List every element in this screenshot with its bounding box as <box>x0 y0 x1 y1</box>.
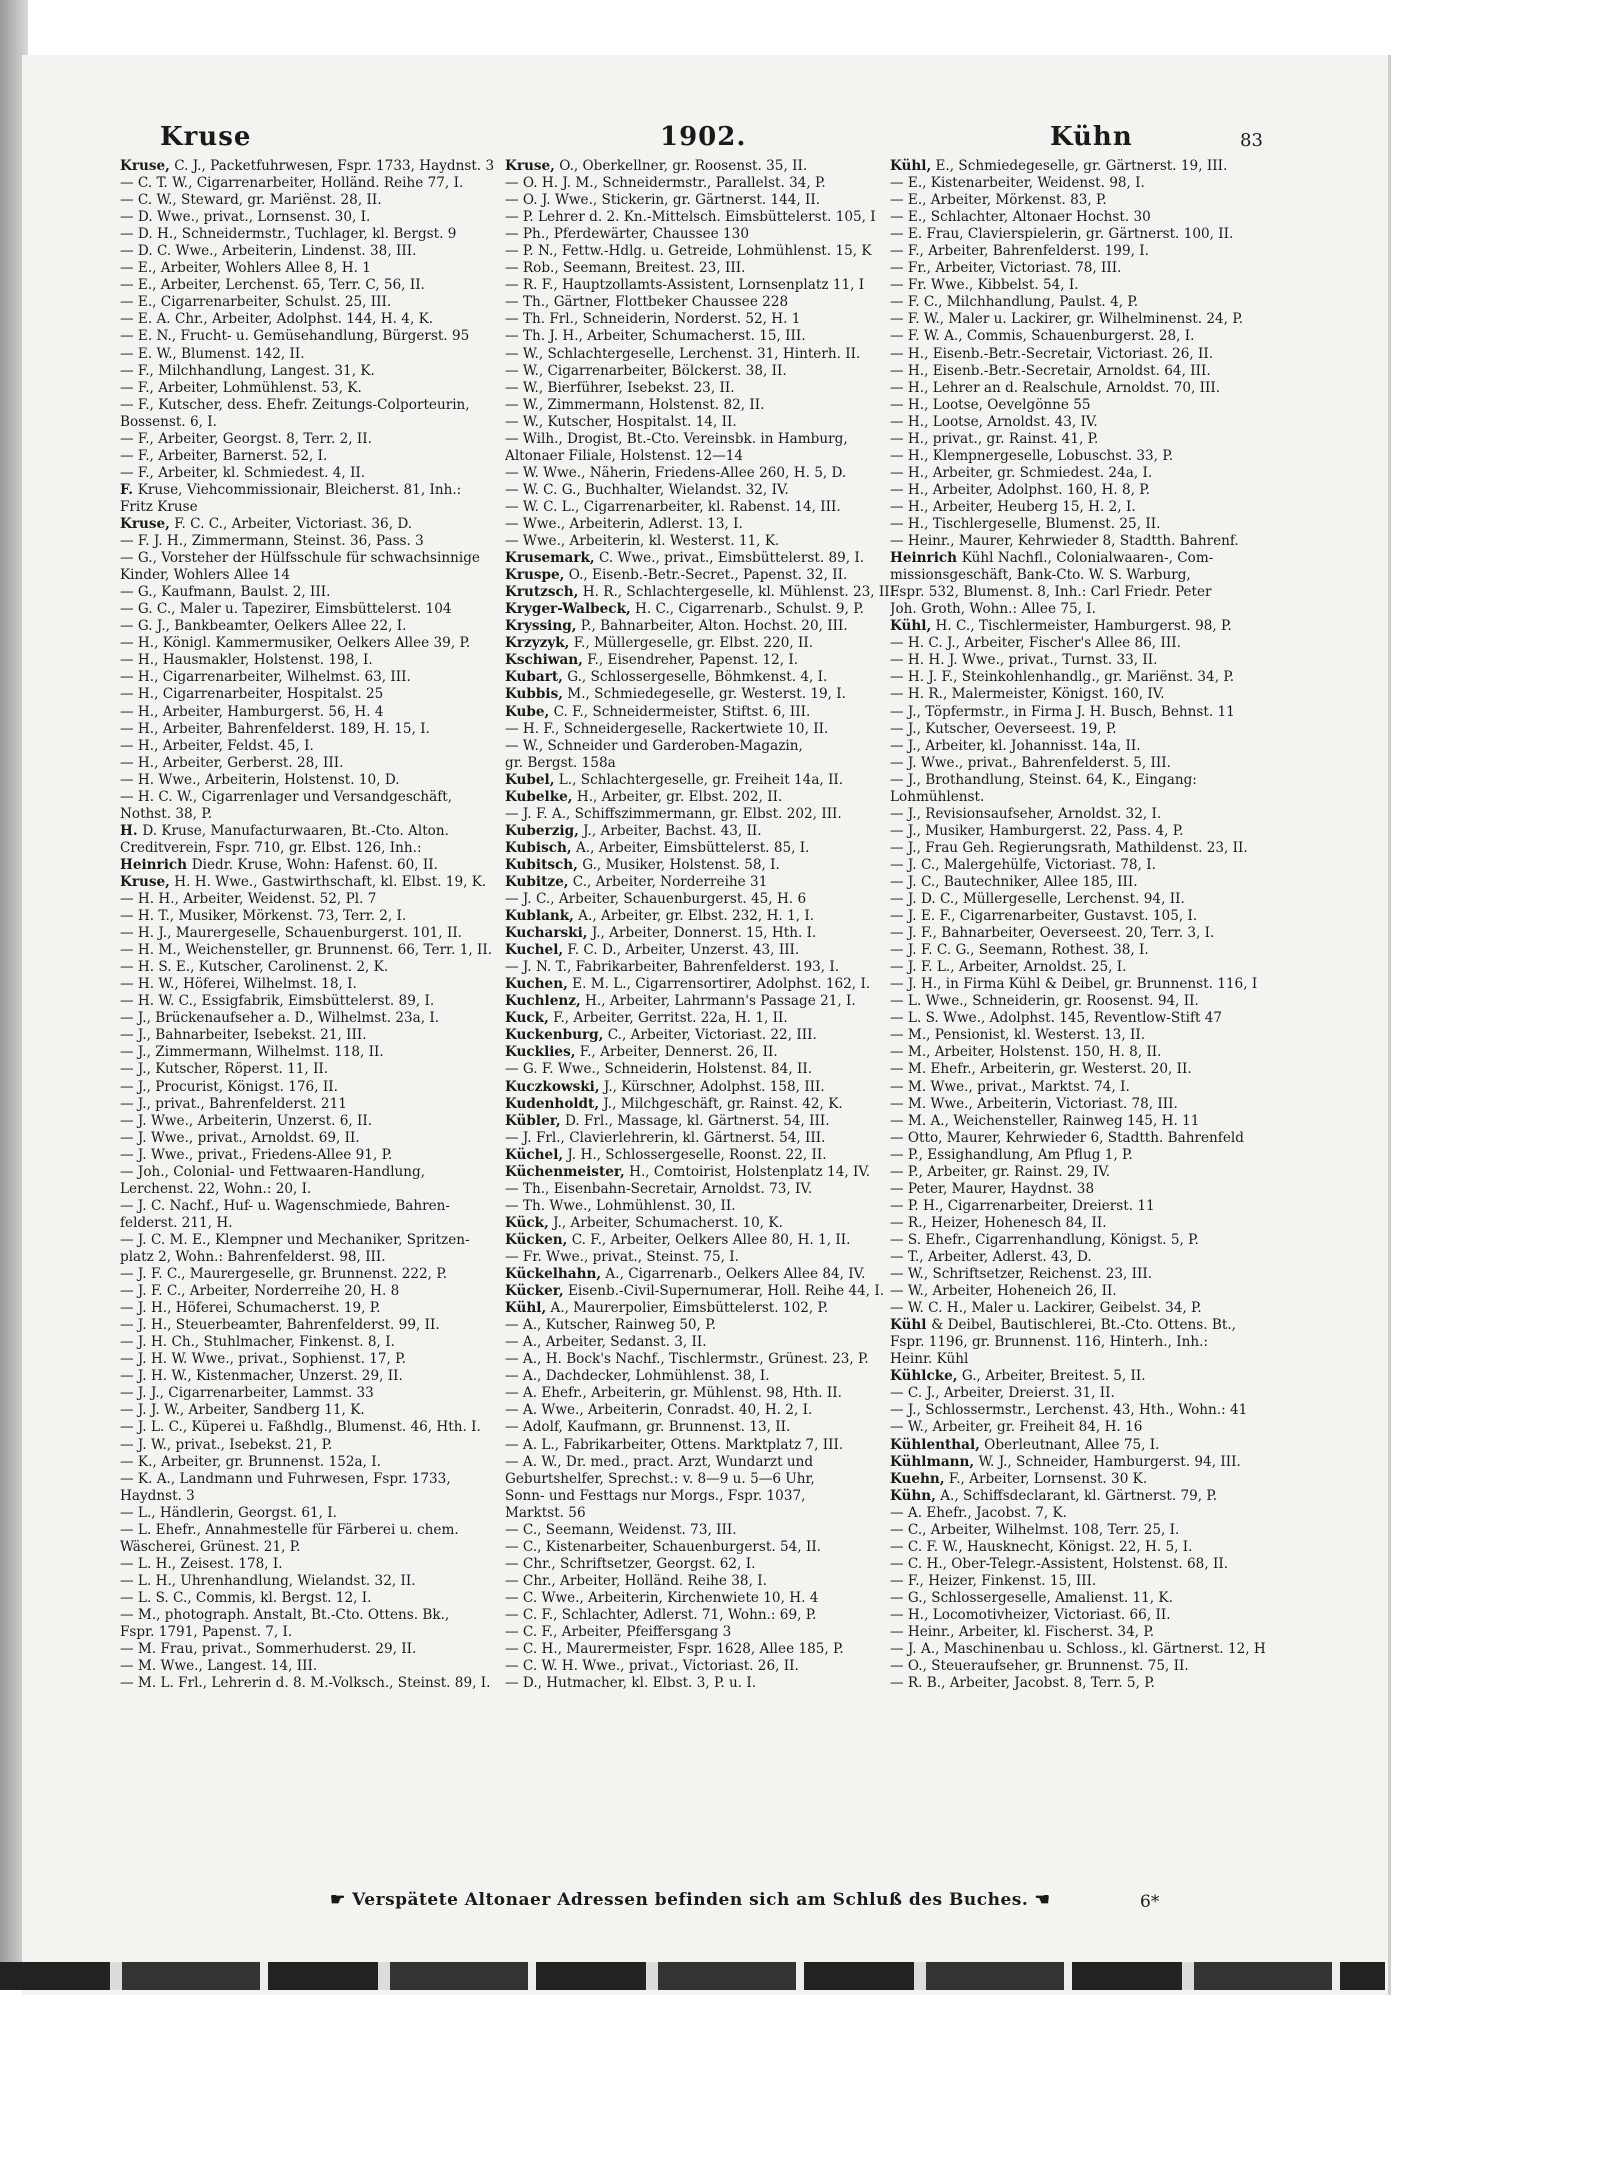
directory-entry-line: — H., Arbeiter, gr. Schmiedest. 24a, I. <box>890 464 1153 481</box>
directory-entry-line: Kühl, H. C., Tischlermeister, Hamburgerst. 98, P. <box>890 618 1232 635</box>
directory-entry-line: — F. W., Maler u. Lackirer, gr. Wilhelminenst. 24, P. <box>890 311 1244 328</box>
directory-entry-line: — C. F., Schlachter, Adlerst. 71, Wohn.: 69, P. <box>505 1606 817 1623</box>
directory-entry-line: Kubbis, M., Schmiedegeselle, gr. Westerst. 19, I. <box>505 686 846 703</box>
directory-entry-line: — L. H., Uhrenhandlung, Wielandst. 32, II. <box>120 1572 416 1589</box>
directory-entry-line: — Ph., Pferdewärter, Chaussee 130 <box>505 226 749 243</box>
directory-entry-line: — F., Heizer, Finkenst. 15, III. <box>890 1572 1097 1589</box>
directory-entry-line: — A., Kutscher, Rainweg 50, P. <box>505 1317 716 1334</box>
directory-entry-line: — S. Ehefr., Cigarrenhandlung, Königst. 5, P. <box>890 1231 1199 1248</box>
directory-entry-line: — H., Locomotivheizer, Victoriast. 66, II. <box>890 1606 1171 1623</box>
directory-entry-line: Marktst. 56 <box>505 1504 586 1521</box>
directory-entry-line: — R. F., Hauptzollamts-Assistent, Lornsenplatz 11, I <box>505 277 865 294</box>
directory-entry-line: Kühlmann, W. J., Schneider, Hamburgerst. 94, III. <box>890 1453 1241 1470</box>
directory-entry-line: — J., Arbeiter, kl. Johannisst. 14a, II. <box>890 737 1141 754</box>
directory-entry-line: — W., Schneider und Garderoben-Magazin, <box>505 737 803 754</box>
directory-entry-line: — P. N., Fettw.-Hdlg. u. Getreide, Lohmühlenst. 15, K <box>505 243 872 260</box>
directory-entry-line: — H., Arbeiter, Gerberst. 28, III. <box>120 754 344 771</box>
directory-entry-line: — J. H. W. Wwe., privat., Sophienst. 17, P. <box>120 1351 406 1368</box>
directory-entry-line: Kübler, D. Frl., Massage, kl. Gärtnerst. 54, III. <box>505 1112 830 1129</box>
directory-entry-line: Kück, J., Arbeiter, Schumacherst. 10, K. <box>505 1214 783 1231</box>
directory-entry-line: — H. W., Höferei, Wilhelmst. 18, I. <box>120 976 357 993</box>
directory-entry-line: — J. A., Maschinenbau u. Schloss., kl. Gärtnerst. 12, H <box>890 1641 1266 1658</box>
directory-entry-line: — J. Wwe., privat., Bahrenfelderst. 5, III. <box>890 754 1171 771</box>
directory-entry-line: — L. Ehefr., Annahmestelle für Färberei u. chem. <box>120 1521 459 1538</box>
directory-entry-line: — Fr. Wwe., privat., Steinst. 75, I. <box>505 1249 740 1265</box>
directory-entry-line: Kühlenthal, Oberleutnant, Allee 75, I. <box>890 1436 1160 1453</box>
directory-entry-line: — M. Frau, privat., Sommerhuderst. 29, II. <box>120 1641 417 1658</box>
directory-entry-line: Kucharski, J., Arbeiter, Donnerst. 15, Hth. I. <box>505 925 817 942</box>
directory-entry-line: — E., Cigarrenarbeiter, Schulst. 25, III. <box>120 294 392 311</box>
directory-entry-line: Kuczkowski, J., Kürschner, Adolphst. 158, III. <box>505 1078 825 1095</box>
directory-entry-line: — Fr. Wwe., Kibbelst. 54, I. <box>890 277 1079 294</box>
directory-column-right <box>890 158 1330 1692</box>
directory-entry-line: Krutzsch, H. R., Schlachtergeselle, kl. Mühlenst. 23, III. <box>505 584 900 601</box>
directory-entry-line: — J., Bahnarbeiter, Isebekst. 21, III. <box>120 1027 367 1044</box>
directory-entry-line: — H., privat., gr. Rainst. 41, P. <box>890 430 1099 447</box>
directory-entry-line: — T., Arbeiter, Adlerst. 43, D. <box>890 1249 1092 1265</box>
directory-entry-line: — Th. Frl., Schneiderin, Norderst. 52, H. 1 <box>505 311 801 328</box>
directory-entry-line: — W., Bierführer, Isebekst. 23, II. <box>505 379 735 396</box>
directory-entry-line: — J. C., Malergehülfe, Victoriast. 78, I. <box>890 856 1156 873</box>
directory-entry-line: — A., H. Bock's Nachf., Tischlermstr., Grünest. 23, P. <box>505 1351 869 1368</box>
directory-entry-line: Küchenmeister, H., Comtoirist, Holstenplatz 14, IV. <box>505 1163 871 1180</box>
directory-entry-line: — M. Wwe., Langest. 14, III. <box>120 1658 318 1675</box>
directory-entry-line: Heinrich Diedr. Kruse, Wohn: Hafenst. 60, II. <box>120 856 438 873</box>
directory-entry-line: — K., Arbeiter, gr. Brunnenst. 152a, I. <box>120 1453 381 1470</box>
directory-entry-line: — J., Procurist, Königst. 176, II. <box>120 1078 338 1095</box>
directory-entry-line: Fspr. 1791, Papenst. 7, I. <box>120 1624 293 1641</box>
directory-entry-line: — D. Wwe., privat., Lornsenst. 30, I. <box>120 209 371 226</box>
directory-entry-line: — H., Arbeiter, Heuberg 15, H. 2, I. <box>890 498 1136 515</box>
directory-entry-line: — J. C., Bautechniker, Allee 185, III. <box>890 873 1138 890</box>
directory-entry-line: Kuberzig, J., Arbeiter, Bachst. 43, II. <box>505 822 762 839</box>
directory-entry-line: — C. J., Arbeiter, Dreierst. 31, II. <box>890 1385 1115 1402</box>
directory-entry-line: — A. W., Dr. med., pract. Arzt, Wundarzt und <box>505 1453 814 1470</box>
directory-entry-line: Kryssing, P., Bahnarbeiter, Alton. Hochst. 20, III. <box>505 618 848 635</box>
running-head-right: Kühn <box>1050 122 1133 152</box>
directory-entry-line: — H. R., Malermeister, Königst. 160, IV. <box>890 686 1165 703</box>
directory-entry-line: — J. Wwe., Arbeiterin, Unzerst. 6, II. <box>120 1112 373 1129</box>
directory-entry-line: — J. E. F., Cigarrenarbeiter, Gustavst. 105, I. <box>890 908 1198 925</box>
directory-entry-line: — G. J., Bankbeamter, Oelkers Allee 22, I. <box>120 618 407 635</box>
directory-entry-line: — Chr., Schriftsetzer, Georgst. 62, I. <box>505 1555 756 1572</box>
directory-entry-line: Kubisch, A., Arbeiter, Eimsbüttelerst. 85, I. <box>505 839 810 856</box>
directory-entry-line: H. D. Kruse, Manufacturwaaren, Bt.-Cto. Alton. <box>120 822 449 839</box>
directory-entry-line: Kublank, A., Arbeiter, gr. Elbst. 232, H. 1, I. <box>505 908 815 925</box>
directory-entry-line: — G., Kaufmann, Baulst. 2, III. <box>120 584 331 601</box>
directory-entry-line: — J., Revisionsaufseher, Arnoldst. 32, I. <box>890 805 1162 822</box>
directory-entry-line: — M., photograph. Anstalt, Bt.-Cto. Ottens. Bk., <box>120 1606 450 1623</box>
directory-entry-line: — C., Kistenarbeiter, Schauenburgerst. 54, II. <box>505 1538 822 1555</box>
directory-entry-line: — Chr., Arbeiter, Holländ. Reihe 38, I. <box>505 1572 767 1589</box>
directory-entry-line: — Fr., Arbeiter, Victoriast. 78, III. <box>890 260 1122 277</box>
directory-entry-line: — G., Vorsteher der Hülfsschule für schwachsinnige <box>120 550 480 567</box>
directory-entry-line: — H. W. C., Essigfabrik, Eimsbüttelerst. 89, I. <box>120 993 435 1010</box>
directory-entry-line: — A., Dachdecker, Lohmühlenst. 38, I. <box>505 1368 770 1385</box>
directory-entry-line: Kruse, C. J., Packetfuhrwesen, Fspr. 1733, Haydnst. 3 <box>120 158 495 174</box>
directory-entry-line: — F. W. A., Commis, Schauenburgerst. 28, I. <box>890 328 1195 345</box>
directory-entry-line: Fspr. 1196, gr. Brunnenst. 116, Hinterh., Inh.: <box>890 1334 1209 1351</box>
directory-entry-line: — J. C., Arbeiter, Schauenburgerst. 45, H. 6 <box>505 891 807 908</box>
directory-entry-line: — J. C. Nachf., Huf- u. Wagenschmiede, Bahren- <box>120 1197 451 1214</box>
directory-entry-line: — W., Arbeiter, Hoheneich 26, II. <box>890 1283 1117 1300</box>
directory-entry-line: — D., Hutmacher, kl. Elbst. 3, P. u. I. <box>505 1675 757 1692</box>
directory-entry-line: gr. Bergst. 158a <box>505 754 616 771</box>
directory-entry-line: — H., Tischlergeselle, Blumenst. 25, II. <box>890 515 1161 532</box>
directory-entry-line: — H. C. J., Arbeiter, Fischer's Allee 86, III. <box>890 635 1181 652</box>
directory-entry-line: — F., Arbeiter, Bahrenfelderst. 199, I. <box>890 243 1149 260</box>
directory-entry-line: — H. S. E., Kutscher, Carolinenst. 2, K. <box>120 959 389 976</box>
directory-entry-line: — W., Schriftsetzer, Reichenst. 23, III. <box>890 1266 1153 1283</box>
directory-entry-line: — J. H. W., Kistenmacher, Unzerst. 29, II. <box>120 1368 403 1385</box>
signature-mark: 6* <box>1140 1892 1160 1912</box>
directory-entry-line: — H. J., Maurergeselle, Schauenburgerst. 101, II. <box>120 925 463 942</box>
directory-entry-line: — E. A. Chr., Arbeiter, Adolphst. 144, H. 4, K. <box>120 311 434 328</box>
directory-entry-line: — C., Seemann, Weidenst. 73, III. <box>505 1521 737 1538</box>
directory-entry-line: Kruse, H. H. Wwe., Gastwirthschaft, kl. Elbst. 19, K. <box>120 873 487 890</box>
directory-entry-line: — L. H., Zeisest. 178, I. <box>120 1555 283 1572</box>
directory-entry-line: — W. Wwe., Näherin, Friedens-Allee 260, H. 5, D. <box>505 464 847 481</box>
directory-entry-line: — W., Zimmermann, Holstenst. 82, II. <box>505 396 765 413</box>
directory-entry-line: Kühlcke, G., Arbeiter, Breitest. 5, II. <box>890 1368 1146 1385</box>
directory-entry-line: — O., Steueraufseher, gr. Brunnenst. 75, II. <box>890 1658 1189 1675</box>
directory-entry-line: — H. M., Weichensteller, gr. Brunnenst. 66, Terr. 1, II. <box>120 942 493 959</box>
directory-entry-line: — A. Wwe., Arbeiterin, Conradst. 40, H. 2, I. <box>505 1402 813 1419</box>
directory-entry-line: — J. Frl., Clavierlehrerin, kl. Gärtnerst. 54, III. <box>505 1129 826 1146</box>
directory-entry-line: — F. C., Milchhandlung, Paulst. 4, P. <box>890 294 1139 311</box>
directory-entry-line: — F., Arbeiter, Lohmühlenst. 53, K. <box>120 379 362 396</box>
directory-entry-line: — Th., Eisenbahn-Secretair, Arnoldst. 73, IV. <box>505 1180 813 1197</box>
directory-entry-line: — H., Arbeiter, Bahrenfelderst. 189, H. 15, I. <box>120 720 430 737</box>
directory-entry-line: — J. F. L., Arbeiter, Arnoldst. 25, I. <box>890 959 1127 976</box>
directory-entry-line: missionsgeschäft, Bank-Cto. W. S. Warburg, <box>890 567 1191 584</box>
directory-entry-line: Kudenholdt, J., Milchgeschäft, gr. Rainst. 42, K. <box>505 1095 843 1112</box>
page-number: 83 <box>1240 130 1263 151</box>
directory-entry-line: — M., Pensionist, kl. Westerst. 13, II. <box>890 1027 1146 1044</box>
directory-entry-line: Kubart, G., Schlossergeselle, Böhmkenst. 4, I. <box>505 669 828 686</box>
directory-entry-line: Kuchen, E. M. L., Cigarrensortirer, Adolphst. 162, I. <box>505 976 871 993</box>
directory-entry-line: Kucklies, F., Arbeiter, Dennerst. 26, II. <box>505 1044 778 1061</box>
directory-entry-line: — E. N., Frucht- u. Gemüsehandlung, Bürgerst. 95 <box>120 328 470 345</box>
directory-entry-line: — J. Wwe., privat., Arnoldst. 69, II. <box>120 1129 360 1146</box>
directory-entry-line: — Wwe., Arbeiterin, kl. Westerst. 11, K. <box>505 533 780 550</box>
scan-edge-strip <box>0 1962 1385 1990</box>
directory-entry-line: — J., Töpfermstr., in Firma J. H. Busch, Behnst. 11 <box>890 703 1235 720</box>
directory-entry-line: — J., privat., Bahrenfelderst. 211 <box>120 1095 347 1112</box>
directory-entry-line: — J. H., in Firma Kühl & Deibel, gr. Brunnenst. 116, I <box>890 976 1258 993</box>
directory-entry-line: — J. H., Höferei, Schumacherst. 19, P. <box>120 1300 381 1317</box>
directory-entry-line: — H. Wwe., Arbeiterin, Holstenst. 10, D. <box>120 771 400 788</box>
directory-entry-line: — J., Schlossermstr., Lerchenst. 43, Hth., Wohn.: 41 <box>890 1402 1248 1419</box>
directory-entry-line: — J. J., Cigarrenarbeiter, Lammst. 33 <box>120 1385 374 1402</box>
directory-entry-line: Kühl, A., Maurerpolier, Eimsbüttelerst. 102, P. <box>505 1300 829 1317</box>
directory-entry-line: Kücker, Eisenb.-Civil-Supernumerar, Holl. Reihe 44, I. <box>505 1283 885 1300</box>
directory-entry-line: Nothst. 38, P. <box>120 805 213 822</box>
running-head-left: Kruse <box>160 122 252 152</box>
directory-entry-line: — E., Arbeiter, Lerchenst. 65, Terr. C, 56, II. <box>120 277 425 294</box>
directory-entry-line: — J., Kutscher, Oeverseest. 19, P. <box>890 720 1117 737</box>
directory-entry-line: — J. F. A., Schiffszimmermann, gr. Elbst. 202, III. <box>505 805 842 822</box>
directory-entry-line: — H., Arbeiter, Hamburgerst. 56, H. 4 <box>120 703 384 720</box>
directory-entry-line: — W. C. G., Buchhalter, Wielandst. 32, IV. <box>505 481 789 498</box>
directory-entry-line: — H., Cigarrenarbeiter, Hospitalst. 25 <box>120 686 384 703</box>
directory-entry-line: — Heinr., Arbeiter, kl. Fischerst. 34, P. <box>890 1624 1155 1641</box>
directory-entry-line: Kuehn, F., Arbeiter, Lornsenst. 30 K. <box>890 1470 1148 1487</box>
directory-entry-line: — A., Arbeiter, Sedanst. 3, II. <box>505 1334 707 1351</box>
directory-entry-line: — Th. Wwe., Lohmühlenst. 30, II. <box>505 1197 736 1214</box>
directory-entry-line: — P. H., Cigarrenarbeiter, Dreierst. 11 <box>890 1197 1155 1214</box>
directory-entry-line: — J. F. C., Arbeiter, Norderreihe 20, H. 8 <box>120 1283 400 1300</box>
directory-entry-line: — H. H., Arbeiter, Weidenst. 52, Pl. 7 <box>120 891 377 908</box>
pointing-hand-icon: ☚ <box>1028 1890 1051 1910</box>
directory-entry-line: — J., Kutscher, Röperst. 11, II. <box>120 1061 329 1078</box>
directory-entry-line: Küchel, J. H., Schlossergeselle, Roonst. 22, II. <box>505 1146 827 1163</box>
directory-entry-line: — J. C. M. E., Klempner und Mechaniker, Spritzen- <box>120 1231 470 1248</box>
pointing-hand-icon: ☛ <box>330 1890 353 1910</box>
running-head-center: 1902. <box>660 122 747 152</box>
directory-entry-line: — E. Frau, Clavierspielerin, gr. Gärtnerst. 100, II. <box>890 226 1234 243</box>
directory-entry-line: — H. T., Musiker, Mörkenst. 73, Terr. 2, I. <box>120 908 407 925</box>
directory-entry-line: — Rob., Seemann, Breitest. 23, III. <box>505 260 746 277</box>
directory-entry-line: F. Kruse, Viehcommissionair, Bleicherst. 81, Inh.: <box>120 481 462 498</box>
directory-entry-line: Bossenst. 6, I. <box>120 413 217 430</box>
directory-column-middle <box>505 158 945 1692</box>
directory-entry-line: — W. C. L., Cigarrenarbeiter, kl. Rabenst. 14, III. <box>505 498 841 515</box>
directory-entry-line: Kuchel, F. C. D., Arbeiter, Unzerst. 43, III. <box>505 942 800 959</box>
directory-entry-line: — L. S. Wwe., Adolphst. 145, Reventlow-Stift 47 <box>890 1010 1223 1027</box>
directory-entry-line: Kückelhahn, A., Cigarrenarb., Oelkers Allee 84, IV. <box>505 1266 866 1283</box>
directory-entry-line: — H., Lehrer an d. Realschule, Arnoldst. 70, III. <box>890 379 1221 396</box>
directory-entry-line: Kühn, A., Schiffsdeclarant, kl. Gärtnerst. 79, P. <box>890 1487 1218 1504</box>
directory-entry-line: — W. C. H., Maler u. Lackirer, Geibelst. 34, P. <box>890 1300 1202 1317</box>
directory-entry-line: — L. Wwe., Schneiderin, gr. Roosenst. 94, II. <box>890 993 1199 1010</box>
directory-entry-line: — P. Lehrer d. 2. Kn.-Mittelsch. Eimsbüttelerst. 105, I <box>505 209 876 226</box>
directory-entry-line: — F., Arbeiter, Barnerst. 52, I. <box>120 447 328 464</box>
directory-entry-line: — Peter, Maurer, Haydnst. 38 <box>890 1180 1095 1197</box>
directory-entry-line: — F., Arbeiter, kl. Schmiedest. 4, II. <box>120 464 366 481</box>
directory-entry-line: — F., Milchhandlung, Langest. 31, K. <box>120 362 375 379</box>
directory-entry-line: — J. L. C., Küperei u. Faßhdlg., Blumenst. 46, Hth. I. <box>120 1419 481 1436</box>
directory-entry-line: — H., Lootse, Arnoldst. 43, IV. <box>890 413 1098 430</box>
footer-notice <box>330 1890 1050 1910</box>
directory-entry-line: Kube, C. F., Schneidermeister, Stiftst. 6, III. <box>505 703 811 720</box>
directory-entry-line: — M. Ehefr., Arbeiterin, gr. Westerst. 20, II. <box>890 1061 1192 1078</box>
directory-entry-line: Lerchenst. 22, Wohn.: 20, I. <box>120 1180 312 1197</box>
directory-entry-line: — P., Arbeiter, gr. Rainst. 29, IV. <box>890 1163 1111 1180</box>
directory-entry-line: Kruse, O., Oberkellner, gr. Roosenst. 35, II. <box>505 158 808 174</box>
directory-entry-line: — H., Eisenb.-Betr.-Secretair, Victoriast. 26, II. <box>890 345 1214 362</box>
directory-entry-line: Fspr. 532, Blumenst. 8, Inh.: Carl Friedr. Peter <box>890 584 1212 601</box>
directory-entry-line: — O. H. J. M., Schneidermstr., Parallelst. 34, P. <box>505 175 826 192</box>
directory-entry-line: — J. J. W., Arbeiter, Sandberg 11, K. <box>120 1402 365 1419</box>
directory-entry-line: — J. F., Bahnarbeiter, Oeverseest. 20, Terr. 3, I. <box>890 925 1215 942</box>
directory-entry-line: — W., Cigarrenarbeiter, Bölckerst. 38, II. <box>505 362 787 379</box>
directory-entry-line: — L., Händlerin, Georgst. 61, I. <box>120 1504 337 1521</box>
footer-notice-text: Verspätete Altonaer Adressen befinden sich am Schluß des Buches. <box>352 1890 1029 1910</box>
directory-entry-line: Kühl & Deibel, Bautischlerei, Bt.-Cto. Ottens. Bt., <box>890 1317 1236 1334</box>
directory-entry-line: — C. F. W., Hausknecht, Königst. 22, H. 5, I. <box>890 1538 1193 1555</box>
directory-entry-line: — H., Arbeiter, Adolphst. 160, H. 8, P. <box>890 481 1150 498</box>
directory-entry-line: — H., Königl. Kammermusiker, Oelkers Allee 39, P. <box>120 635 471 652</box>
directory-entry-line: — F., Kutscher, dess. Ehefr. Zeitungs-Colporteurin, <box>120 396 470 413</box>
directory-entry-line: — J., Brothandlung, Steinst. 64, K., Eingang: <box>890 771 1197 788</box>
directory-entry-line: — E., Kistenarbeiter, Weidenst. 98, I. <box>890 175 1145 192</box>
directory-entry-line: — C. T. W., Cigarrenarbeiter, Holländ. Reihe 77, I. <box>120 175 464 192</box>
directory-entry-line: — J. F. C. G., Seemann, Rothest. 38, I. <box>890 942 1149 959</box>
directory-entry-line: — H., Hausmakler, Holstenst. 198, I. <box>120 652 373 669</box>
directory-entry-line: Kruse, F. C. C., Arbeiter, Victoriast. 36, D. <box>120 515 413 532</box>
directory-entry-line: — C. W., Steward, gr. Mariënst. 28, II. <box>120 192 382 209</box>
directory-entry-line: — J. F. C., Maurergeselle, gr. Brunnenst. 222, P. <box>120 1266 448 1283</box>
directory-entry-line: — E., Arbeiter, Mörkenst. 83, P. <box>890 192 1107 209</box>
directory-entry-line: — G. F. Wwe., Schneiderin, Holstenst. 84, II. <box>505 1061 813 1078</box>
directory-entry-line: Kubitze, C., Arbeiter, Norderreihe 31 <box>505 873 768 890</box>
directory-entry-line: — D. H., Schneidermstr., Tuchlager, kl. Bergst. 9 <box>120 226 457 243</box>
directory-entry-line: — A. Ehefr., Jacobst. 7, K. <box>890 1504 1067 1521</box>
directory-entry-line: — R., Heizer, Hohenesch 84, II. <box>890 1214 1107 1231</box>
directory-entry-line: Kücken, C. F., Arbeiter, Oelkers Allee 80, H. 1, II. <box>505 1231 851 1248</box>
directory-entry-line: — C. F., Arbeiter, Pfeiffersgang 3 <box>505 1624 732 1641</box>
directory-entry-line: — A. L., Fabrikarbeiter, Ottens. Marktplatz 7, III. <box>505 1436 844 1453</box>
directory-entry-line: — K. A., Landmann und Fuhrwesen, Fspr. 1733, <box>120 1470 451 1487</box>
directory-entry-line: — M. Wwe., privat., Marktst. 74, I. <box>890 1078 1130 1095</box>
directory-entry-line: — E., Schlachter, Altonaer Hochst. 30 <box>890 209 1151 226</box>
directory-entry-line: — J. Wwe., privat., Friedens-Allee 91, P. <box>120 1146 393 1163</box>
directory-entry-line: — H., Arbeiter, Feldst. 45, I. <box>120 737 314 754</box>
directory-entry-line: Wäscherei, Grünest. 21, P. <box>120 1538 301 1555</box>
directory-entry-line: — H., Lootse, Oevelgönne 55 <box>890 396 1091 413</box>
directory-entry-line: — D. C. Wwe., Arbeiterin, Lindenst. 38, III. <box>120 243 417 260</box>
directory-entry-line: — C. Wwe., Arbeiterin, Kirchenwiete 10, H. 4 <box>505 1589 819 1606</box>
directory-entry-line: — A. Ehefr., Arbeiterin, gr. Mühlenst. 98, Hth. II. <box>505 1385 842 1402</box>
directory-entry-line: — F., Arbeiter, Georgst. 8, Terr. 2, II. <box>120 430 372 447</box>
directory-entry-line: Joh. Groth, Wohn.: Allee 75, I. <box>890 601 1096 618</box>
directory-entry-line: — J. H., Steuerbeamter, Bahrenfelderst. 99, II. <box>120 1317 440 1334</box>
directory-column-left <box>120 158 560 1692</box>
directory-entry-line: — C. W. H. Wwe., privat., Victoriast. 26, II. <box>505 1658 799 1675</box>
directory-entry-line: — Adolf, Kaufmann, gr. Brunnenst. 13, II. <box>505 1419 791 1436</box>
directory-entry-line: — Th., Gärtner, Flottbeker Chaussee 228 <box>505 294 789 311</box>
directory-entry-line: — W., Kutscher, Hospitalst. 14, II. <box>505 413 737 430</box>
directory-entry-line: — G. C., Maler u. Tapezirer, Eimsbüttelerst. 104 <box>120 601 452 618</box>
directory-entry-line: Kühl, E., Schmiedegeselle, gr. Gärtnerst. 19, III. <box>890 158 1228 174</box>
directory-entry-line: Kinder, Wohlers Allee 14 <box>120 567 291 584</box>
directory-entry-line: — H., Eisenb.-Betr.-Secretair, Arnoldst. 64, III. <box>890 362 1211 379</box>
directory-entry-line: Creditverein, Fspr. 710, gr. Elbst. 126, Inh.: <box>120 839 422 856</box>
directory-entry-line: — Wilh., Drogist, Bt.-Cto. Vereinsbk. in Hamburg, <box>505 430 848 447</box>
directory-entry-line: Kuchlenz, H., Arbeiter, Lahrmann's Passage 21, I. <box>505 993 856 1010</box>
directory-entry-line: Geburtshelfer, Sprechst.: v. 8—9 u. 5—6 Uhr, <box>505 1470 815 1487</box>
directory-entry-line: — F. J. H., Zimmermann, Steinst. 36, Pass. 3 <box>120 533 424 550</box>
directory-entry-line: Kubel, L., Schlachtergeselle, gr. Freiheit 14a, II. <box>505 771 844 788</box>
directory-entry-line: — O. J. Wwe., Stickerin, gr. Gärtnerst. 144, II. <box>505 192 821 209</box>
directory-entry-line: — L. S. C., Commis, kl. Bergst. 12, I. <box>120 1589 372 1606</box>
directory-entry-line: Kruspe, O., Eisenb.-Betr.-Secret., Papenst. 32, II. <box>505 567 848 584</box>
directory-entry-line: — C. H., Maurermeister, Fspr. 1628, Allee 185, P. <box>505 1641 844 1658</box>
directory-entry-line: — H. F., Schneidergeselle, Rackertwiete 10, II. <box>505 720 829 737</box>
directory-entry-line: — C., Arbeiter, Wilhelmst. 108, Terr. 25, I. <box>890 1521 1180 1538</box>
directory-entry-line: Fritz Kruse <box>120 498 198 515</box>
directory-entry-line: — J. H. Ch., Stuhlmacher, Finkenst. 8, I. <box>120 1334 395 1351</box>
directory-entry-line: Kubitsch, G., Musiker, Holstenst. 58, I. <box>505 856 780 873</box>
directory-entry-line: — H. H. J. Wwe., privat., Turnst. 33, II. <box>890 652 1158 669</box>
directory-entry-line: — P., Essighandlung, Am Pflug 1, P. <box>890 1146 1133 1163</box>
directory-entry-line: Kubelke, H., Arbeiter, gr. Elbst. 202, II. <box>505 788 783 805</box>
directory-entry-line: — M., Arbeiter, Holstenst. 150, H. 8, II. <box>890 1044 1162 1061</box>
directory-entry-line: — M. Wwe., Arbeiterin, Victoriast. 78, III. <box>890 1095 1178 1112</box>
directory-entry-line: — J. D. C., Müllergeselle, Lerchenst. 94, II. <box>890 891 1185 908</box>
directory-entry-line: — Th. J. H., Arbeiter, Schumacherst. 15, III. <box>505 328 806 345</box>
directory-entry-line: Sonn- und Festtags nur Morgs., Fspr. 1037, <box>505 1487 806 1504</box>
directory-entry-line: — Joh., Colonial- und Fettwaaren-Handlung, <box>120 1163 426 1180</box>
directory-entry-line: felderst. 211, H. <box>120 1214 233 1231</box>
directory-entry-line: Kryger-Walbeck, H. C., Cigarrenarb., Schulst. 9, P. <box>505 601 864 618</box>
directory-entry-line: — J. W., privat., Isebekst. 21, P. <box>120 1436 333 1453</box>
directory-entry-line: Lohmühlenst. <box>890 788 985 805</box>
directory-entry-line: — J., Zimmermann, Wilhelmst. 118, II. <box>120 1044 384 1061</box>
directory-entry-line: platz 2, Wohn.: Bahrenfelderst. 98, III. <box>120 1249 386 1265</box>
directory-entry-line: — J., Brückenaufseher a. D., Wilhelmst. 23a, I. <box>120 1010 440 1027</box>
directory-entry-line: Kuck, F., Arbeiter, Gerritst. 22a, H. 1, II. <box>505 1010 788 1027</box>
directory-entry-line: — J., Frau Geh. Regierungsrath, Mathildenst. 23, II. <box>890 839 1248 856</box>
directory-entry-line: — H. J. F., Steinkohlenhandlg., gr. Mariënst. 34, P. <box>890 669 1235 686</box>
directory-entry-line: — J., Musiker, Hamburgerst. 22, Pass. 4, P. <box>890 822 1184 839</box>
directory-entry-line: — H., Klempnergeselle, Lobuschst. 33, P. <box>890 447 1174 464</box>
directory-entry-line: — W., Schlachtergeselle, Lerchenst. 31, Hinterh. II. <box>505 345 861 362</box>
directory-entry-line: Krusemark, C. Wwe., privat., Eimsbüttelerst. 89, I. <box>505 550 865 567</box>
directory-entry-line: — C. H., Ober-Telegr.-Assistent, Holstenst. 68, II. <box>890 1555 1229 1572</box>
directory-entry-line: — H., Cigarrenarbeiter, Wilhelmst. 63, III. <box>120 669 411 686</box>
directory-entry-line: — Heinr., Maurer, Kehrwieder 8, Stadtth. Bahrenf. <box>890 533 1239 550</box>
directory-entry-line: Haydnst. 3 <box>120 1487 195 1504</box>
directory-entry-line: — W., Arbeiter, gr. Freiheit 84, H. 16 <box>890 1419 1143 1436</box>
directory-entry-line: — E., Arbeiter, Wohlers Allee 8, H. 1 <box>120 260 371 277</box>
directory-entry-line: — J. N. T., Fabrikarbeiter, Bahrenfelderst. 193, I. <box>505 959 840 976</box>
directory-entry-line: — G., Schlossergeselle, Amalienst. 11, K. <box>890 1589 1173 1606</box>
directory-entry-line: Heinrich Kühl Nachfl., Colonialwaaren-, Com- <box>890 550 1214 567</box>
directory-entry-line: — H. C. W., Cigarrenlager und Versandgeschäft, <box>120 788 453 805</box>
directory-entry-line: — Otto, Maurer, Kehrwieder 6, Stadtth. Bahrenfeld <box>890 1129 1244 1146</box>
directory-entry-line: — E. W., Blumenst. 142, II. <box>120 345 305 362</box>
directory-entry-line: Kschiwan, F., Eisendreher, Papenst. 12, I. <box>505 652 799 669</box>
directory-entry-line: — M. L. Frl., Lehrerin d. 8. M.-Volksch., Steinst. 89, I. <box>120 1675 491 1692</box>
directory-entry-line: — Wwe., Arbeiterin, Adlerst. 13, I. <box>505 515 743 532</box>
directory-entry-line: — M. A., Weichensteller, Rainweg 145, H. 11 <box>890 1112 1200 1129</box>
directory-entry-line: Kuckenburg, C., Arbeiter, Victoriast. 22, III. <box>505 1027 817 1044</box>
directory-entry-line: Altonaer Filiale, Holstenst. 12—14 <box>505 447 744 464</box>
directory-entry-line: Krzyzyk, F., Müllergeselle, gr. Elbst. 220, II. <box>505 635 814 652</box>
directory-entry-line: Heinr. Kühl <box>890 1351 969 1368</box>
directory-entry-line: — R. B., Arbeiter, Jacobst. 8, Terr. 5, P. <box>890 1675 1155 1692</box>
